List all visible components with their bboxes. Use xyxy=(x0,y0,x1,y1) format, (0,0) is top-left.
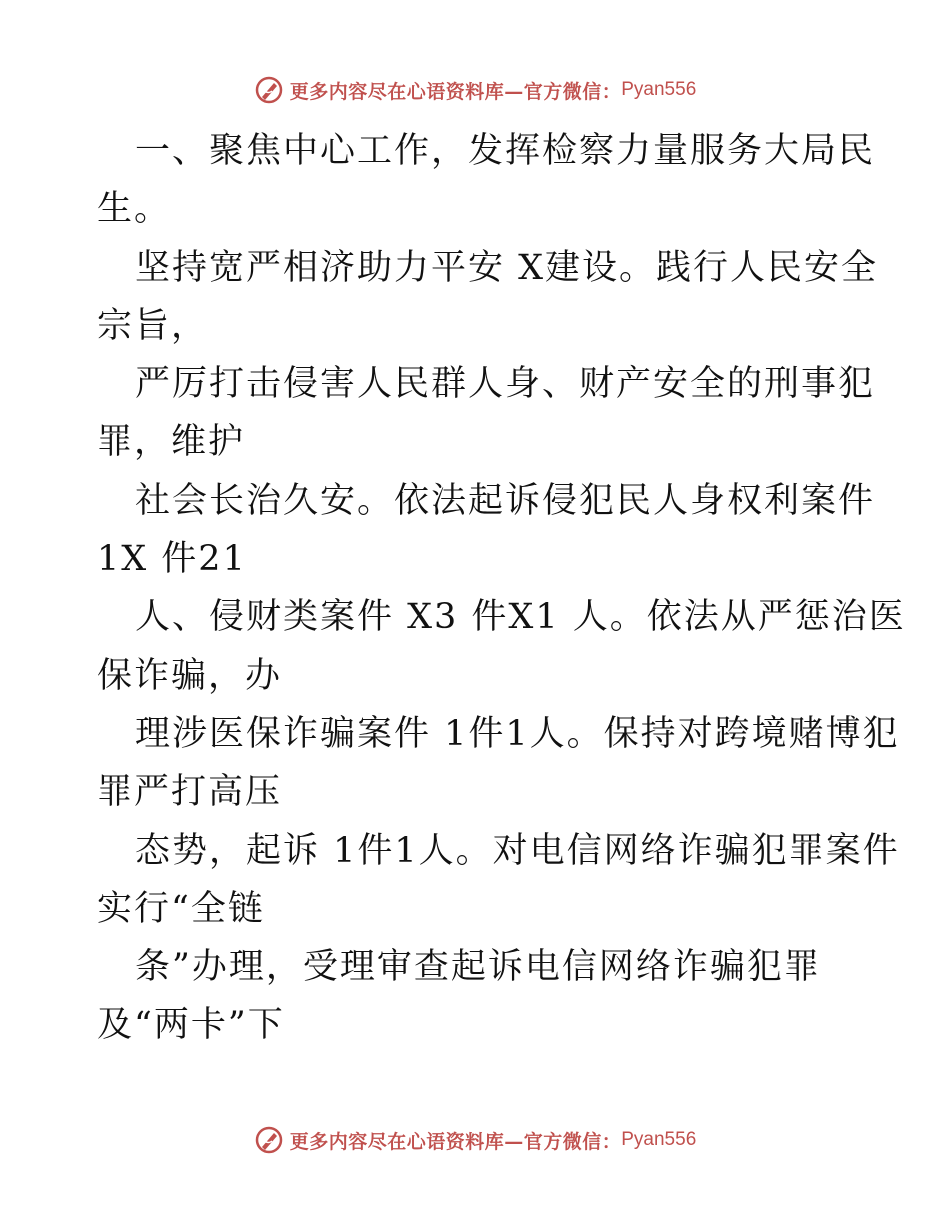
text-line: 1X 件21 xyxy=(97,539,247,580)
pen-seal-icon xyxy=(254,1125,284,1155)
banner-text: 更多内容尽在心语资料库—官方微信： xyxy=(289,80,622,103)
text-line: 条”办理，受理审查起诉电信网络诈骗犯罪 xyxy=(135,947,821,988)
text-line: 宗旨， xyxy=(97,305,209,346)
text-line: 理涉医保诈骗案件 1件1人。保持对跨境赌博犯 xyxy=(135,713,900,754)
banner-text: 更多内容尽在心语资料库—官方微信： xyxy=(289,1130,622,1153)
text-line: 生。 xyxy=(97,189,172,230)
text-line: 一、聚焦中心工作，发挥检察力量服务大局民 xyxy=(135,131,876,171)
pen-seal-icon xyxy=(254,75,284,105)
text-line: 坚持宽严相济助力平安 X建设。践行人民安全 xyxy=(135,247,879,288)
text-line: 严厉打击侵害人民群人身、财产安全的刑事犯 xyxy=(135,364,876,405)
text-line: 态势，起诉 1件1人。对电信网络诈骗犯罪案件 xyxy=(135,830,900,871)
text-line: 罪严打高压 xyxy=(97,772,283,813)
banner-wechat-id: Pyan556 xyxy=(621,79,697,100)
banner-wechat-id: Pyan556 xyxy=(621,1129,697,1150)
text-line: 社会长治久安。依法起诉侵犯民人身权利案件 xyxy=(135,480,876,521)
text-line: 罪，维护 xyxy=(97,422,246,463)
header-watermark-banner xyxy=(0,70,950,110)
text-line: 实行“全链 xyxy=(97,888,265,929)
text-line: 及“两卡”下 xyxy=(97,1005,285,1046)
text-line: 人、侵财类案件 X3 件X1 人。依法从严惩治医 xyxy=(135,597,906,638)
footer-watermark-banner xyxy=(0,1120,950,1160)
text-line: 保诈骗，办 xyxy=(97,655,283,696)
document-body xyxy=(97,122,906,1055)
